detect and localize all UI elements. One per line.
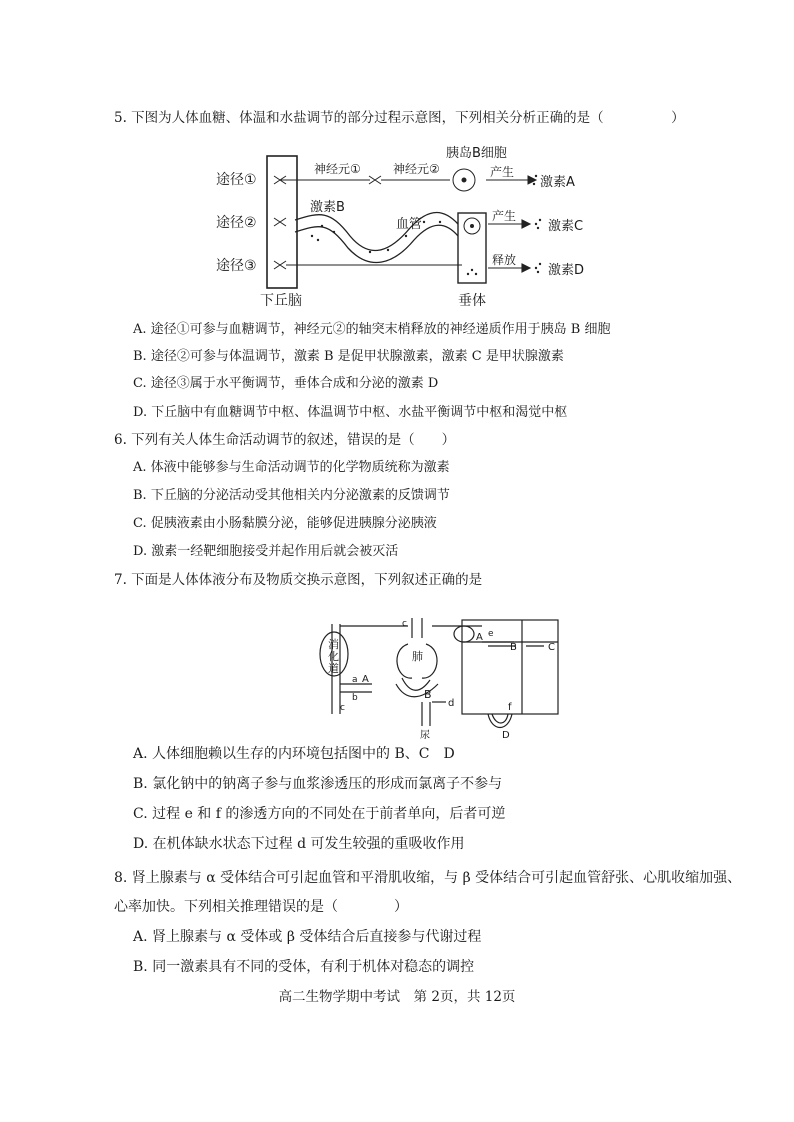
neuron2-label: 神经元②: [393, 162, 440, 176]
q7-body-fluid-figure: [312, 614, 582, 740]
release-label: 释放: [492, 253, 517, 267]
q7-option-d: D. 在机体缺水状态下过程 d 可发生较强的重吸收作用: [133, 836, 465, 852]
q6-option-b: B. 下丘脑的分泌活动受其他相关内分泌激素的反馈调节: [133, 488, 450, 503]
q5-stem: 5. 下图为人体血糖、体温和水盐调节的部分过程示意图，下列相关分析正确的是（ ）: [114, 110, 685, 126]
label-f: f: [508, 702, 512, 713]
neuron1-label: 神经元①: [314, 162, 361, 176]
hormone-b-label: 激素B: [310, 200, 345, 215]
label-c-2: c: [402, 619, 407, 629]
produce-label-1: 产生: [490, 165, 515, 179]
q7-stem: 7. 下面是人体体液分布及物质交换示意图，下列叙述正确的是: [114, 572, 483, 588]
q6-stem: 6. 下列有关人体生命活动调节的叙述，错误的是（ ）: [114, 432, 456, 448]
q6-option-d: D. 激素一经靶细胞接受并起作用后就会被灭活: [133, 544, 399, 559]
q8-option-a: A. 肾上腺素与 α 受体或 β 受体结合后直接参与代谢过程: [133, 929, 482, 945]
q7-option-a: A. 人体细胞赖以生存的内环境包括图中的 B、C D: [133, 746, 455, 762]
pituitary-label: 垂体: [458, 293, 486, 309]
vessel-label: 血管: [396, 217, 423, 232]
label-c-1: c: [340, 703, 345, 713]
label-B2: B: [510, 642, 517, 653]
q7-option-c: C. 过程 e 和 f 的渗透方向的不同处在于前者单向，后者可逆: [133, 806, 506, 822]
q6-option-c: C. 促胰液素由小肠黏膜分泌，能够促进胰腺分泌胰液: [133, 516, 437, 531]
label-b: b: [352, 693, 358, 703]
q5-option-a: A. 途径①可参与血糖调节，神经元②的轴突末梢释放的神经递质作用于胰岛 B 细胞: [133, 322, 611, 337]
q8-option-b: B. 同一激素具有不同的受体，有利于机体对稳态的调控: [133, 959, 475, 975]
label-A2: A: [476, 632, 483, 643]
q6-option-a: A. 体液中能够参与生命活动调节的化学物质统称为激素: [133, 460, 450, 475]
q7-option-b: B. 氯化钠中的钠离子参与血浆渗透压的形成而氯离子不参与: [133, 776, 503, 792]
q8-stem-line2: 心率加快。下列相关推理错误的是（ ）: [114, 899, 408, 915]
digestive-label-3: 道: [328, 662, 339, 675]
hormone-d-label: 激素D: [548, 263, 585, 278]
label-D: D: [502, 730, 510, 740]
q8-stem-line1: 8. 肾上腺素与 α 受体结合可引起血管和平滑肌收缩，与 β 受体结合可引起血管舒张、心肌收缩加强、: [114, 870, 742, 886]
label-e: e: [488, 629, 494, 639]
neuron-icon: [274, 176, 462, 269]
digestive-label-1: 消: [328, 638, 339, 651]
lung-label: 肺: [412, 650, 423, 663]
q5-option-c: C. 途径③属于水平衡调节，垂体合成和分泌的激素 D: [133, 376, 439, 391]
hormone-c-label: 激素C: [548, 219, 584, 234]
label-a: a: [352, 675, 358, 685]
q5-option-d: D. 下丘脑中有血糖调节中枢、体温调节中枢、水盐平衡调节中枢和渴觉中枢: [133, 405, 568, 420]
islet-b-cell-label: 胰岛B细胞: [446, 146, 507, 161]
urine-label: 尿: [420, 730, 430, 740]
route3-label: 途径③: [216, 258, 257, 274]
blood-vessel: [295, 213, 458, 263]
page-footer: 高二生物学期中考试 第 2页，共 12页: [278, 989, 516, 1005]
label-C: C: [548, 642, 555, 653]
hypothalamus-label: 下丘脑: [260, 293, 302, 309]
label-d: d: [448, 698, 455, 709]
q5-regulation-figure: [210, 140, 610, 312]
hormone-a-label: 激素A: [540, 175, 575, 190]
label-B: B: [424, 688, 432, 701]
q5-option-b: B. 途径②可参与体温调节，激素 B 是促甲状腺激素，激素 C 是甲状腺激素: [133, 349, 564, 364]
digestive-label-2: 化: [328, 650, 339, 663]
produce-label-2: 产生: [492, 209, 517, 223]
route1-label: 途径①: [216, 172, 257, 188]
label-A: A: [362, 674, 369, 685]
route2-label: 途径②: [216, 215, 257, 231]
